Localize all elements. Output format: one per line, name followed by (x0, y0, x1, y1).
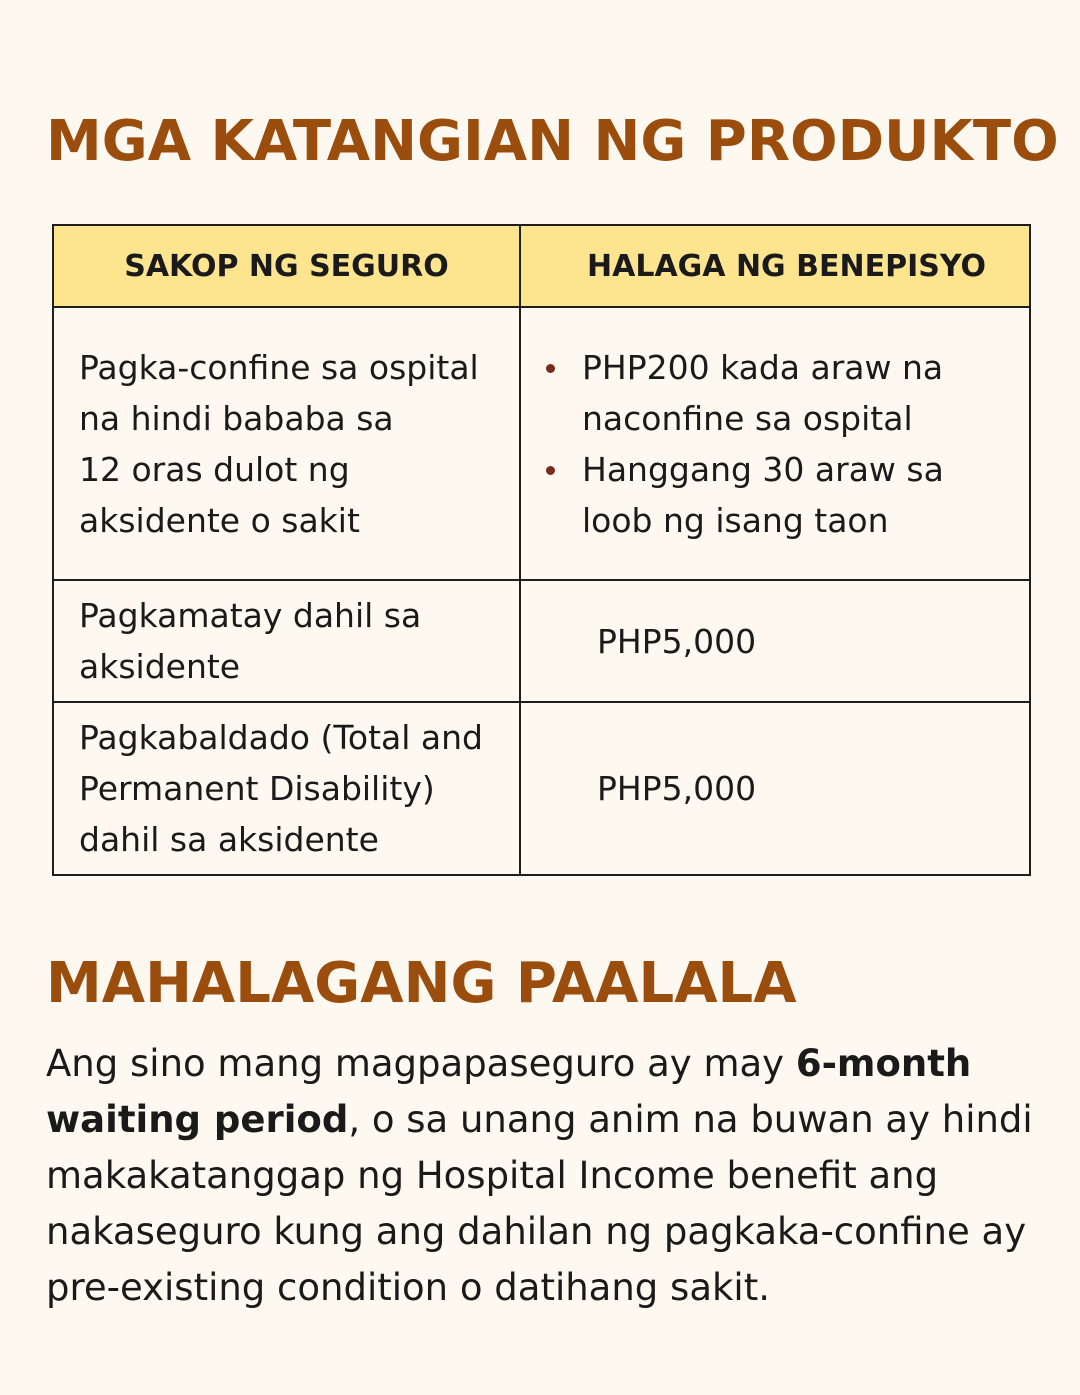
column-header-coverage: SAKOP NG SEGURO (53, 225, 520, 307)
emphasis-text: waiting period (46, 1098, 349, 1141)
bullet-icon (546, 466, 555, 475)
paragraph-text: , o sa unang anim na buwan ay hindi (348, 1098, 1033, 1141)
paragraph-line: nakaseguro kung ang dahilan ng pagkaka-confine ay (46, 1210, 1027, 1253)
emphasis-text: 6-month (795, 1042, 972, 1085)
coverage-text-line: Pagka-confine sa ospital (79, 347, 479, 387)
coverage-text-line: aksidente o sakit (79, 500, 360, 540)
coverage-text-line: dahil sa aksidente (79, 820, 379, 859)
list-item (546, 342, 1019, 444)
table-header-row (53, 225, 1030, 307)
benefit-text-line: PHP200 kada araw na (582, 347, 944, 387)
section-title-important-reminder: MAHALAGANG PAALALA (46, 951, 797, 1016)
benefits-table (52, 224, 1031, 876)
coverage-text-line: Pagkamatay dahil sa (79, 596, 422, 635)
benefit-list (546, 342, 1019, 546)
paragraph-line (46, 1092, 1036, 1148)
bullet-icon (546, 364, 555, 373)
reminder-paragraph (46, 1036, 1036, 1316)
benefit-text-line: loob ng isang taon (582, 500, 889, 540)
table-row (53, 580, 1030, 702)
benefit-cell (520, 307, 1030, 580)
benefit-text-line: Hanggang 30 araw sa (582, 449, 944, 489)
coverage-text-line: aksidente (79, 647, 241, 686)
coverage-cell (53, 702, 520, 875)
coverage-cell (53, 307, 520, 580)
column-header-benefit: HALAGA NG BENEPISYO (520, 225, 1030, 307)
coverage-cell (53, 580, 520, 702)
section-title-product-features: MGA KATANGIAN NG PRODUKTO (46, 109, 1059, 174)
paragraph-line: makakatanggap ng Hospital Income benefit ang (46, 1154, 939, 1197)
table-row (53, 702, 1030, 875)
coverage-text-line: Pagkabaldado (Total and (79, 718, 483, 757)
benefit-amount: PHP5,000 (520, 702, 1030, 875)
benefit-text-line: naconfine sa ospital (582, 398, 913, 438)
list-item (546, 444, 1019, 546)
coverage-text-line: Permanent Disability) (79, 769, 435, 808)
coverage-text-line: na hindi bababa sa (79, 398, 394, 438)
paragraph-text: Ang sino mang magpapaseguro ay may (46, 1042, 796, 1085)
paragraph-line (46, 1036, 1036, 1092)
coverage-text-line: 12 oras dulot ng (79, 449, 350, 489)
paragraph-line: pre-existing condition o datihang sakit. (46, 1266, 770, 1309)
table-row (53, 307, 1030, 580)
benefit-amount: PHP5,000 (520, 580, 1030, 702)
